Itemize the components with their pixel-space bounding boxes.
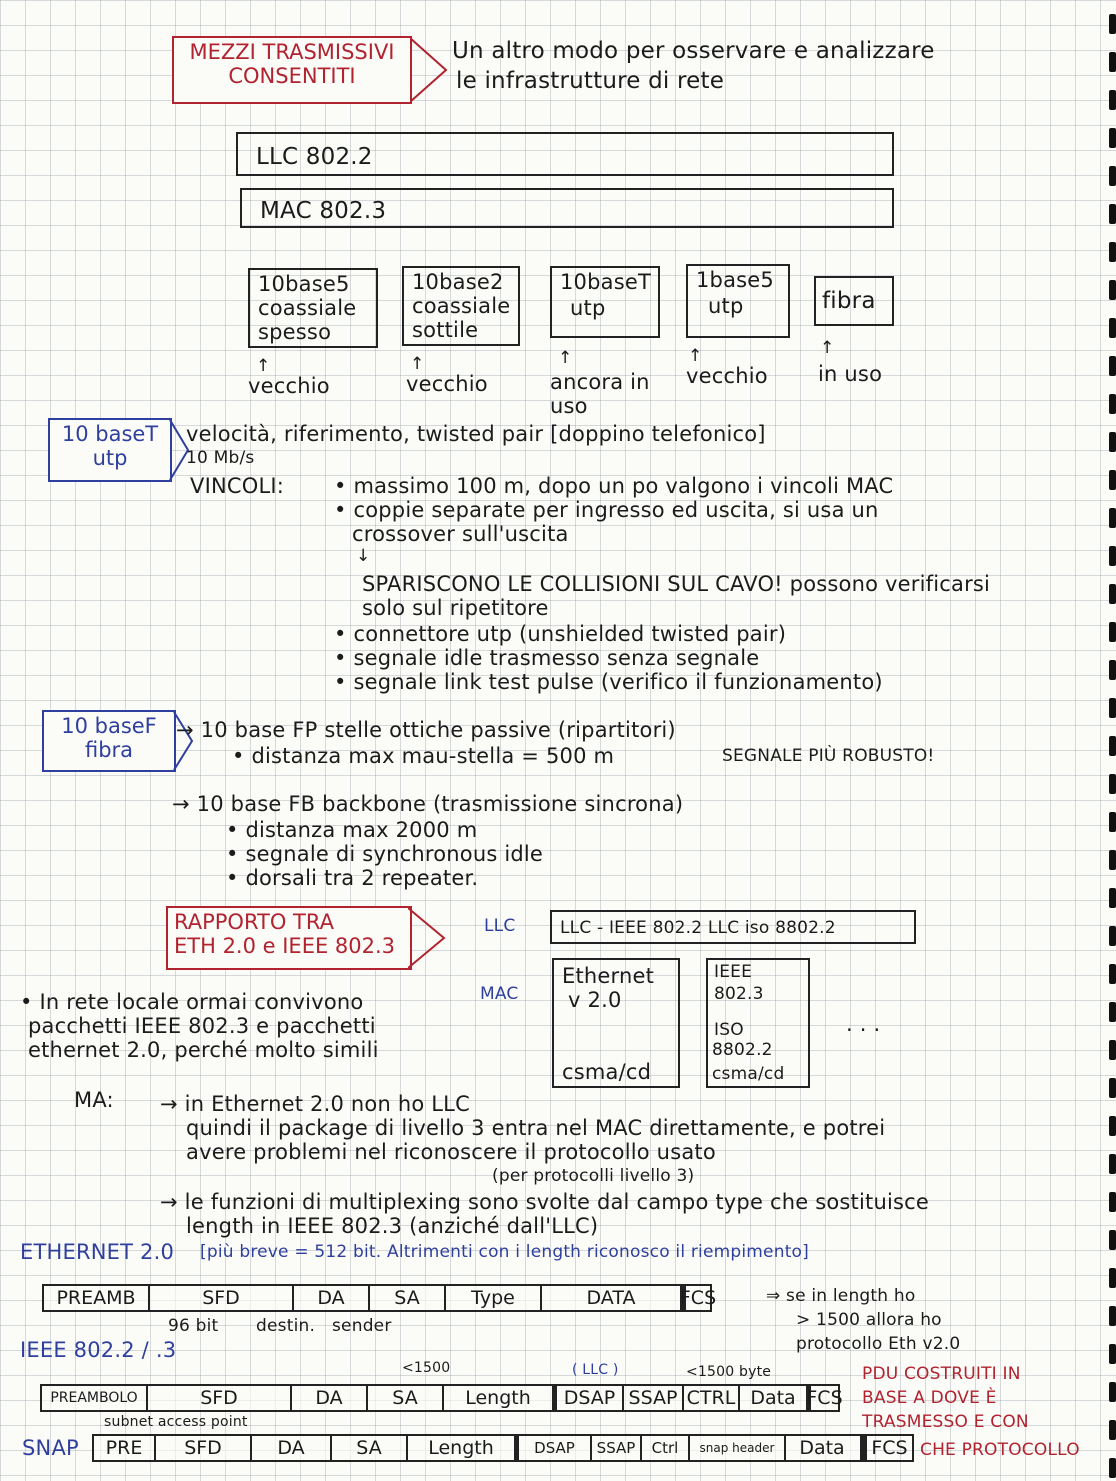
media-sub: sottile xyxy=(412,318,479,342)
frame-field: PRE xyxy=(105,1437,143,1459)
media-sub: coassiale xyxy=(258,296,357,320)
ethernet-frame-note: [più breve = 512 bit. Altrimenti con i length riconosco il riempimento] xyxy=(200,1242,809,1262)
frame-field: SSAP xyxy=(622,1386,682,1410)
binding-ring xyxy=(1109,774,1116,794)
frame-annotation: <1500 xyxy=(402,1360,451,1376)
frame-side-note: protocollo Eth v2.0 xyxy=(796,1334,961,1354)
binding-ring xyxy=(1109,584,1116,604)
frame-field: DATA xyxy=(540,1286,680,1310)
frame-field: FCS xyxy=(862,1434,914,1462)
frame-field: snap header xyxy=(688,1436,784,1460)
ethernet-frame-title: ETHERNET 2.0 xyxy=(20,1240,175,1264)
binding-ring xyxy=(1109,356,1116,376)
box-line: 802.3 xyxy=(714,984,764,1004)
mac-layer-box xyxy=(240,188,894,228)
box-line: 8802.2 xyxy=(712,1040,773,1060)
frame-annotation: sender xyxy=(332,1316,392,1336)
tag-line: 10 baseT xyxy=(61,422,159,446)
binding-ring xyxy=(1109,546,1116,566)
binding-ring xyxy=(1109,622,1116,642)
baseFB-item: • distanza max 2000 m xyxy=(226,818,478,842)
binding-ring xyxy=(1109,736,1116,756)
rapporto-point: length in IEEE 802.3 (anziché dall'LLC) xyxy=(186,1214,599,1238)
media-sub: utp xyxy=(708,294,744,318)
media-box-10base5 xyxy=(248,268,378,348)
binding-ring xyxy=(1109,698,1116,718)
binding-ring xyxy=(1109,1078,1116,1098)
media-note: vecchio xyxy=(406,372,488,396)
intro-line: le infrastrutture di rete xyxy=(456,68,725,94)
frame-field: Length xyxy=(442,1386,552,1410)
llc-label: LLC 802.2 xyxy=(256,144,373,170)
binding-ring xyxy=(1109,660,1116,680)
media-note: vecchio xyxy=(686,364,768,388)
frame-field: Data xyxy=(784,1436,858,1460)
binding-ring xyxy=(1109,1306,1116,1326)
binding-ring xyxy=(1109,52,1116,72)
binding-ring xyxy=(1109,812,1116,832)
binding-ring xyxy=(1109,318,1116,338)
binding-ring xyxy=(1109,204,1116,224)
box-line: Ethernet xyxy=(562,964,655,988)
topic-tag-10baseF xyxy=(42,710,176,772)
rapporto-paragraph: ethernet 2.0, perché molto simili xyxy=(28,1038,379,1062)
binding-ring xyxy=(1109,128,1116,148)
binding-ring xyxy=(1109,90,1116,110)
baseT-speed: 10 Mb/s xyxy=(186,448,255,468)
rapporto-point: → in Ethernet 2.0 non ho LLC xyxy=(160,1092,470,1116)
frame-field: SFD xyxy=(146,1386,290,1410)
vincolo-item: • segnale link test pulse (verifico il funzionamento) xyxy=(334,670,883,694)
binding-ring xyxy=(1109,1002,1116,1022)
mac-side-label: MAC xyxy=(480,984,519,1004)
ethernet-frame xyxy=(42,1284,717,1312)
box-line: csma/cd xyxy=(562,1060,652,1084)
binding-ring xyxy=(1109,1344,1116,1364)
tag-line: RAPPORTO TRA xyxy=(174,910,334,934)
media-note: ancora in uso xyxy=(550,370,650,418)
frame-field: DA xyxy=(250,1436,330,1460)
box-line: csma/cd xyxy=(712,1064,785,1084)
media-sub: utp xyxy=(570,296,606,320)
binding-ring xyxy=(1109,508,1116,528)
llc-standard-label: LLC - IEEE 802.2 LLC iso 8802.2 xyxy=(560,918,836,938)
baseFB-item: • dorsali tra 2 repeater. xyxy=(226,866,479,890)
frame-field: Data xyxy=(738,1386,806,1410)
binding-ring xyxy=(1109,470,1116,490)
binding-ring xyxy=(1109,1154,1116,1174)
media-box-10base2 xyxy=(402,266,520,346)
frame-field: FCS xyxy=(806,1387,843,1409)
binding-ring xyxy=(1109,1230,1116,1250)
intro-line: Un altro modo per osservare e analizzare xyxy=(452,38,935,64)
baseFB-item: • segnale di synchronous idle xyxy=(226,842,544,866)
frame-field: SSAP xyxy=(590,1436,640,1460)
baseFP-item: • distanza max mau-stella = 500 m xyxy=(232,744,615,768)
baseFP-line: → 10 base FP stelle ottiche passive (ripartitori) xyxy=(176,718,676,742)
frame-field: SFD xyxy=(154,1436,250,1460)
binding-ring xyxy=(1109,394,1116,414)
frame-field: PREAMBOLO xyxy=(50,1390,138,1406)
vincolo-item: • segnale idle trasmesso senza segnale xyxy=(334,646,760,670)
vincolo-item: • connettore utp (unshielded twisted pair) xyxy=(334,622,787,646)
tag-arrow-icon xyxy=(410,36,450,104)
vincolo-item: SPARISCONO LE COLLISIONI SUL CAVO! possono verificarsi xyxy=(362,572,991,596)
tag-line: MEZZI TRASMISSIVI xyxy=(189,40,395,64)
media-name: 1base5 xyxy=(696,268,774,292)
up-arrow-icon: ↑ xyxy=(688,346,703,366)
frame-side-note: > 1500 allora ho xyxy=(796,1310,942,1330)
media-note: vecchio xyxy=(248,374,330,398)
binding-ring xyxy=(1109,1458,1116,1478)
rapporto-paragraph: pacchetti IEEE 802.3 e pacchetti xyxy=(28,1014,376,1038)
media-sub: spesso xyxy=(258,320,332,344)
frame-field: Length xyxy=(406,1436,514,1460)
media-box-1base5 xyxy=(686,264,790,338)
frame-field: Ctrl xyxy=(640,1436,688,1460)
frame-field: DSAP xyxy=(552,1386,622,1410)
rapporto-point: (per protocolli livello 3) xyxy=(492,1166,695,1186)
llc-layer-box xyxy=(236,132,894,176)
binding-ring xyxy=(1109,1420,1116,1440)
ieee-frame xyxy=(40,1384,843,1412)
frame-annotation: ( LLC ) xyxy=(572,1362,619,1378)
baseT-description: velocità, riferimento, twisted pair [doppino telefonico] xyxy=(186,422,766,446)
box-line: IEEE xyxy=(714,962,753,982)
media-name: fibra xyxy=(822,288,876,314)
ieee-frame-title: IEEE 802.2 / .3 xyxy=(20,1338,177,1362)
up-arrow-icon: ↑ xyxy=(256,356,271,376)
frame-field: DA xyxy=(292,1286,368,1310)
pdu-note: BASE A DOVE È xyxy=(862,1388,997,1408)
ethernet-v2-box xyxy=(552,958,680,1088)
llc-side-label: LLC xyxy=(484,916,516,936)
binding-ring xyxy=(1109,432,1116,452)
mac-label: MAC 802.3 xyxy=(260,198,387,224)
binding-ring xyxy=(1109,888,1116,908)
frame-field: DSAP xyxy=(514,1436,590,1460)
vincolo-item: crossover sull'uscita xyxy=(352,522,569,546)
binding-ring xyxy=(1109,166,1116,186)
box-line: v 2.0 xyxy=(568,988,622,1012)
pdu-note: TRASMESSO E CON xyxy=(862,1412,1029,1432)
frame-annotation: 96 bit xyxy=(168,1316,219,1336)
tag-line: fibra xyxy=(84,738,134,762)
tag-line: CONSENTITI xyxy=(228,64,356,88)
frame-annotation: subnet access point xyxy=(104,1414,248,1430)
media-name: 10base5 xyxy=(258,272,350,296)
frame-field: SFD xyxy=(148,1286,292,1310)
binding-ring xyxy=(1109,1268,1116,1288)
media-sub: coassiale xyxy=(412,294,511,318)
binding-ring xyxy=(1109,850,1116,870)
frame-field: FCS xyxy=(679,1287,717,1309)
media-box-10baseT xyxy=(550,266,660,338)
media-name: 10base2 xyxy=(412,270,504,294)
snap-frame-title: SNAP xyxy=(22,1436,79,1460)
vincolo-item: • massimo 100 m, dopo un po valgono i vincoli MAC xyxy=(334,474,894,498)
topic-tag-mezzi-trasmissivi xyxy=(172,36,412,104)
media-name: 10baseT xyxy=(560,270,652,294)
vincolo-item: solo sul ripetitore xyxy=(362,596,549,620)
tag-line: utp xyxy=(92,446,128,470)
binding-ring xyxy=(1109,1382,1116,1402)
ieee-8023-box xyxy=(706,958,810,1088)
box-line: ISO xyxy=(714,1020,744,1040)
tag-line: 10 baseF xyxy=(61,714,157,738)
binding-ring xyxy=(1109,242,1116,262)
frame-field: CTRL xyxy=(682,1386,738,1410)
frame-field: SA xyxy=(330,1436,406,1460)
binding-ring xyxy=(1109,964,1116,984)
frame-field: SA xyxy=(368,1286,444,1310)
llc-standard-box xyxy=(550,910,916,944)
more-ellipsis: . . . xyxy=(846,1012,881,1036)
ma-label: MA: xyxy=(74,1088,114,1112)
rapporto-point: → le funzioni di multiplexing sono svolte dal campo type che sostituisce xyxy=(160,1190,929,1214)
frame-field: SA xyxy=(366,1386,442,1410)
tag-line: ETH 2.0 e IEEE 802.3 xyxy=(174,934,396,958)
topic-tag-10baseT xyxy=(48,418,172,482)
baseFP-note: SEGNALE PIÙ ROBUSTO! xyxy=(722,746,935,766)
snap-frame xyxy=(92,1434,862,1462)
spiral-binding xyxy=(1094,0,1116,1481)
frame-annotation: destin. xyxy=(256,1316,316,1336)
up-arrow-icon: ↑ xyxy=(820,338,835,358)
vincolo-item: • coppie separate per ingresso ed uscita, si usa un xyxy=(334,498,879,522)
tag-arrow-icon xyxy=(408,906,448,970)
frame-field: DA xyxy=(290,1386,366,1410)
frame-field: Type xyxy=(444,1286,540,1310)
media-box-fibra xyxy=(814,276,894,326)
media-note: in uso xyxy=(818,362,883,386)
baseFB-line: → 10 base FB backbone (trasmissione sincrona) xyxy=(172,792,684,816)
vincoli-label: VINCOLI: xyxy=(190,474,285,498)
binding-ring xyxy=(1109,14,1116,34)
rapporto-paragraph: • In rete locale ormai convivono xyxy=(20,990,364,1014)
up-arrow-icon: ↑ xyxy=(558,348,573,368)
binding-ring xyxy=(1109,280,1116,300)
topic-tag-rapporto xyxy=(166,906,412,970)
pdu-note: PDU COSTRUITI IN xyxy=(862,1364,1021,1384)
down-arrow-icon: ↓ xyxy=(356,546,371,566)
frame-side-note: ⇒ se in length ho xyxy=(766,1286,916,1306)
frame-annotation: <1500 byte xyxy=(686,1364,772,1380)
binding-ring xyxy=(1109,1192,1116,1212)
binding-ring xyxy=(1109,1116,1116,1136)
frame-field: PREAMB xyxy=(56,1287,136,1309)
binding-ring xyxy=(1109,926,1116,946)
up-arrow-icon: ↑ xyxy=(410,354,425,374)
rapporto-point: quindi il package di livello 3 entra nel MAC direttamente, e potrei xyxy=(186,1116,886,1140)
pdu-note: CHE PROTOCOLLO xyxy=(920,1440,1080,1460)
binding-ring xyxy=(1109,1040,1116,1060)
rapporto-point: avere problemi nel riconoscere il protocollo usato xyxy=(186,1140,716,1164)
